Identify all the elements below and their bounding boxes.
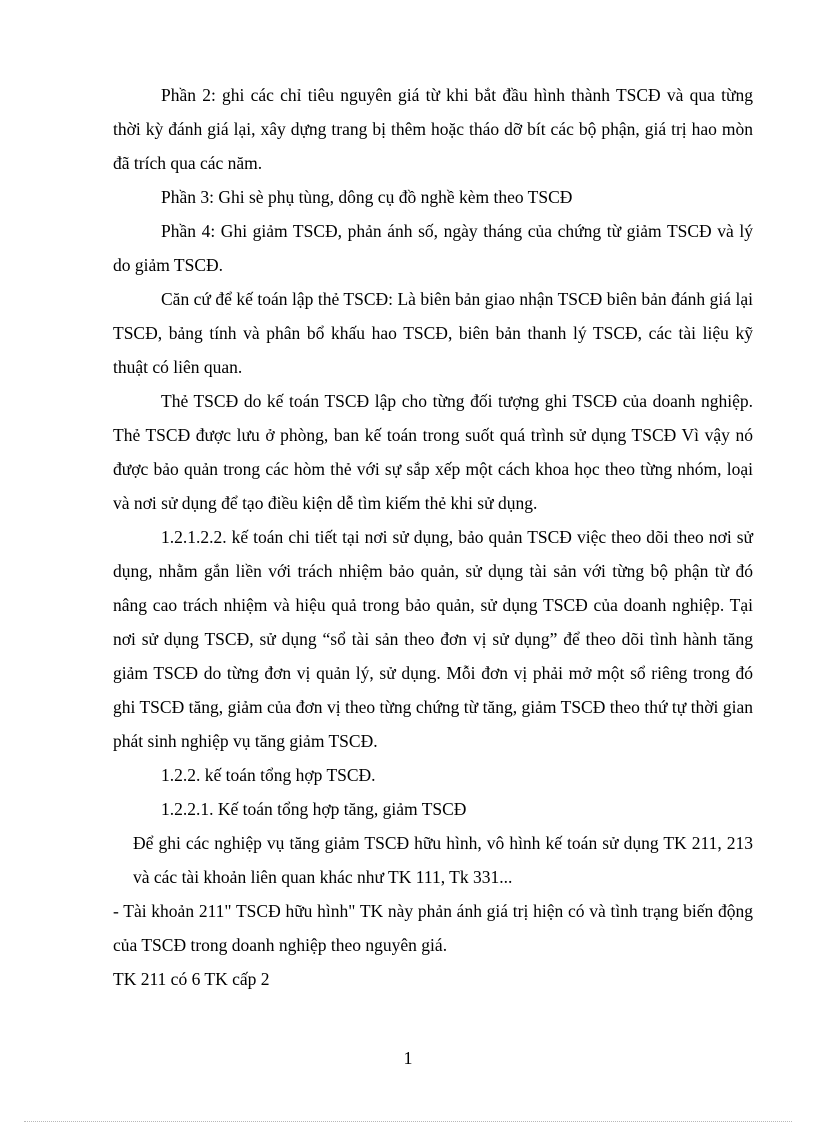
page-number: 1: [403, 1048, 413, 1068]
paragraph-accounts: Để ghi các nghiệp vụ tăng giảm TSCĐ hữu hình, vô hình kế toán sử dụng TK 211, 213 và các tài khoản liên quan khác như TK 111, Tk 331...: [133, 833, 753, 887]
document-body: [113, 78, 753, 996]
footer-divider: [24, 1121, 792, 1122]
paragraph-part-2: Phần 2: ghi các chỉ tiêu nguyên giá từ khi bắt đầu hình thành TSCĐ và qua từng thời kỳ đánh giá lại, xây dựng trang bị thêm hoặc tháo dỡ bít các bộ phận, giá trị hao mòn đã trích qua các năm.: [113, 85, 753, 173]
paragraph-part-4: Phần 4: Ghi giảm TSCĐ, phản ánh số, ngày tháng của chứng từ giảm TSCĐ và lý do giảm TSCĐ.: [113, 221, 753, 275]
paragraph-tk-211: - Tài khoản 211" TSCĐ hữu hình" TK này phản ánh giá trị hiện có và tình trạng biến động của TSCĐ trong doanh nghiệp theo nguyên giá.: [113, 901, 753, 955]
paragraph-tk-211-sub: TK 211 có 6 TK cấp 2: [113, 969, 270, 989]
paragraph-part-3: Phần 3: Ghi sè phụ tùng, dông cụ đồ nghề kèm theo TSCĐ: [161, 187, 573, 207]
heading-1-2-2: 1.2.2. kế toán tổng hợp TSCĐ.: [161, 765, 376, 785]
heading-1-2-2-1: 1.2.2.1. Kế toán tổng hợp tăng, giảm TSCĐ: [161, 799, 467, 819]
paragraph-1-2-1-2-2: 1.2.1.2.2. kế toán chi tiết tại nơi sử dụng, bảo quản TSCĐ việc theo dõi theo nơi sử dụng, nhằm gắn liền với trách nhiệm bảo quản, sử dụng tài sản với từng bộ phận từ đó nâng cao trách nhiệm và hiệu quả trong bảo quản, sử dụng TSCĐ của doanh nghiệp. Tại nơi sử dụng TSCĐ, sử dụng “sổ tài sản theo đơn vị sử dụng” để theo dõi tình hành tăng giảm TSCĐ do từng đơn vị quản lý, sử dụng. Mỗi đơn vị phải mở một sổ riêng trong đó ghi TSCĐ tăng, giảm của đơn vị theo từng chứng từ tăng, giảm TSCĐ theo thứ tự thời gian phát sinh nghiệp vụ tăng giảm TSCĐ.: [113, 527, 753, 751]
paragraph-card: Thẻ TSCĐ do kế toán TSCĐ lập cho từng đối tượng ghi TSCĐ của doanh nghiệp. Thẻ TSCĐ được lưu ở phòng, ban kế toán trong suốt quá trình sử dụng TSCĐ Vì vậy nó được bảo quản trong các hòm thẻ với sự sắp xếp một cách khoa học theo từng nhóm, loại và nơi sử dụng để tạo điều kiện dễ tìm kiếm thẻ khi sử dụng.: [113, 391, 753, 513]
paragraph-basis: Căn cứ để kế toán lập thẻ TSCĐ: Là biên bản giao nhận TSCĐ biên bản đánh giá lại TSCĐ, bảng tính và phân bổ khấu hao TSCĐ, biên bản thanh lý TSCĐ, các tài liệu kỹ thuật có liên quan.: [113, 289, 753, 377]
